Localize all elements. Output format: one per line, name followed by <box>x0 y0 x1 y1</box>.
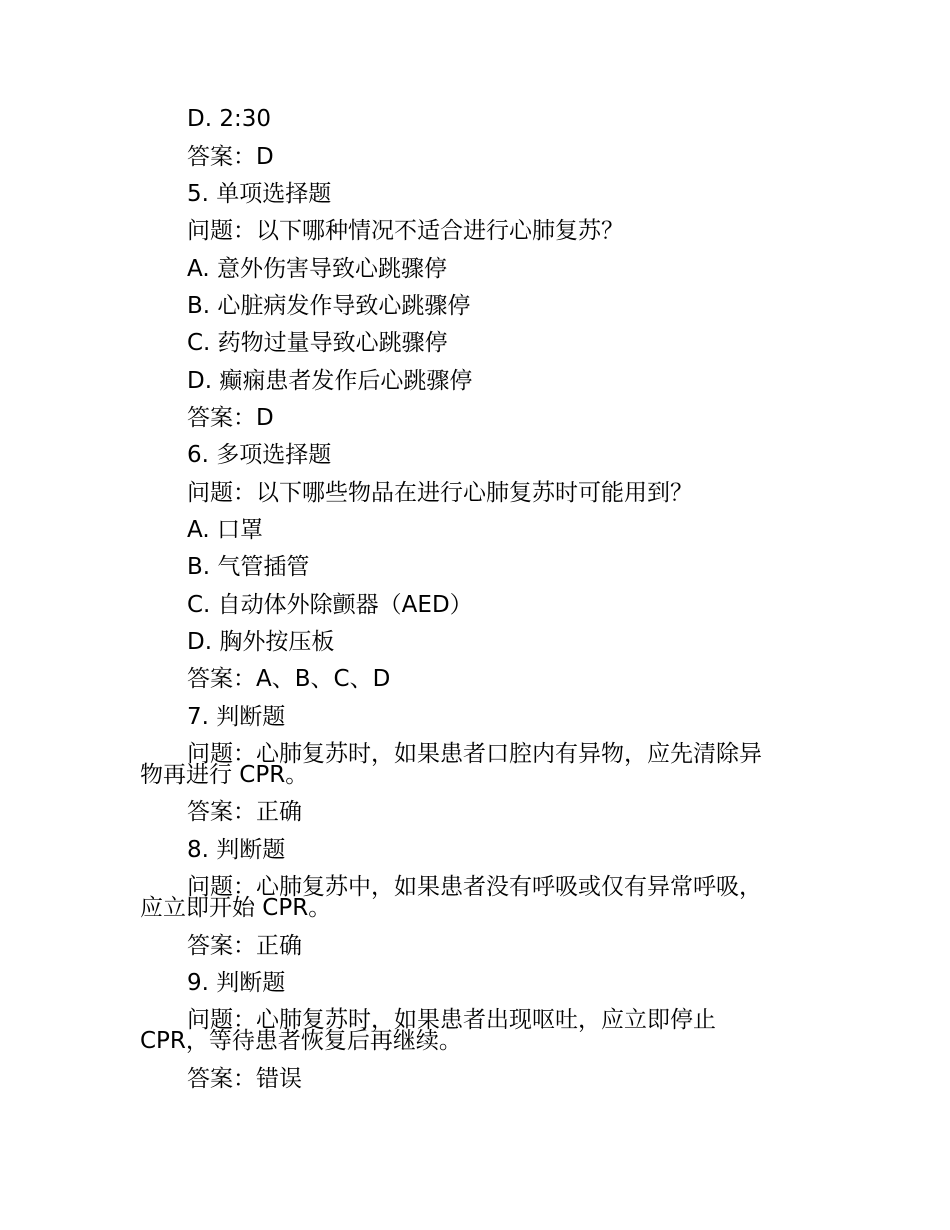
answer-q5: 答案：D <box>187 405 274 431</box>
answer-q6: 答案：A、B、C、D <box>187 666 391 692</box>
option-d-q6: D. 胸外按压板 <box>187 629 335 655</box>
question-6-text: 问题：以下哪些物品在进行心肺复苏时可能用到？ <box>187 480 693 506</box>
question-5-heading: 5. 单项选择题 <box>187 181 332 207</box>
question-9-text-cont: CPR，等待患者恢复后再继续。 <box>140 1028 462 1054</box>
question-9-heading: 9. 判断题 <box>187 970 286 996</box>
answer-q7: 答案：正确 <box>187 799 302 825</box>
question-8-heading: 8. 判断题 <box>187 837 286 863</box>
question-8-text-cont: 应立即开始 CPR。 <box>140 895 332 921</box>
option-d-q5: D. 癫痫患者发作后心跳骤停 <box>187 368 473 394</box>
option-c-q5: C. 药物过量导致心跳骤停 <box>187 330 448 356</box>
answer-q9: 答案：错误 <box>187 1066 302 1092</box>
question-7-heading: 7. 判断题 <box>187 704 286 730</box>
question-7-text: 问题：心肺复苏时，如果患者口腔内有异物，应先清除异 <box>187 741 762 767</box>
question-5-text: 问题：以下哪种情况不适合进行心肺复苏？ <box>187 218 624 244</box>
option-a-q5: A. 意外伤害导致心跳骤停 <box>187 256 447 282</box>
question-7-text-cont: 物再进行 CPR。 <box>140 762 309 788</box>
answer-q4: 答案：D <box>187 144 274 170</box>
question-6-heading: 6. 多项选择题 <box>187 442 332 468</box>
option-a-q6: A. 口罩 <box>187 517 263 543</box>
option-d-q4: D. 2:30 <box>187 106 271 132</box>
option-b-q5: B. 心脏病发作导致心跳骤停 <box>187 293 471 319</box>
answer-q8: 答案：正确 <box>187 933 302 959</box>
option-c-q6: C. 自动体外除颤器（AED） <box>187 592 473 618</box>
option-b-q6: B. 气管插管 <box>187 554 310 580</box>
question-9-text: 问题：心肺复苏时，如果患者出现呕吐，应立即停止 <box>187 1007 716 1033</box>
question-8-text: 问题：心肺复苏中，如果患者没有呼吸或仅有异常呼吸， <box>187 874 762 900</box>
